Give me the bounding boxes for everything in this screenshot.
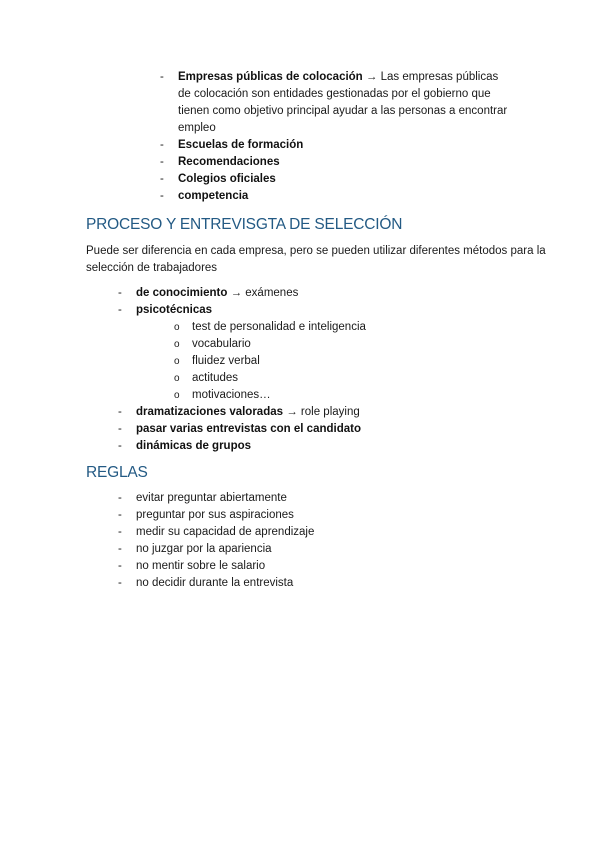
item-text: no mentir sobre le salario bbox=[136, 560, 266, 572]
sub-list-item bbox=[174, 370, 516, 387]
item-text: no decidir durante la entrevista bbox=[136, 577, 294, 589]
dash-bullet: - bbox=[160, 190, 164, 202]
circle-bullet: o bbox=[174, 339, 180, 350]
section-paragraph: Puede ser diferencia en cada empresa, pero se pueden utilizar diferentes métodos para la selección de trabajadores bbox=[86, 245, 546, 274]
item-text: evitar preguntar abiertamente bbox=[136, 492, 287, 504]
item-text: medir su capacidad de aprendizaje bbox=[136, 526, 315, 538]
dash-bullet: - bbox=[118, 543, 122, 555]
dash-bullet: - bbox=[160, 156, 164, 168]
list-item bbox=[118, 507, 516, 524]
circle-bullet: o bbox=[174, 373, 180, 384]
list-item bbox=[118, 541, 516, 558]
arrow-icon: → bbox=[365, 71, 378, 83]
item-label: Colegios oficiales bbox=[178, 173, 276, 185]
item-description: role playing bbox=[300, 406, 360, 418]
section-heading-proceso: PROCESO Y ENTREVISGTA DE SELECCIÓN bbox=[86, 216, 403, 233]
dash-bullet: - bbox=[160, 139, 164, 151]
item-label: psicotécnicas bbox=[136, 304, 213, 316]
item-label: Recomendaciones bbox=[178, 156, 280, 168]
list-item bbox=[160, 137, 508, 154]
dash-bullet: - bbox=[118, 509, 122, 521]
dash-bullet: - bbox=[160, 71, 164, 83]
list-item bbox=[118, 438, 516, 455]
item-label: de conocimiento bbox=[136, 287, 228, 299]
list-item bbox=[160, 188, 508, 205]
list-item bbox=[118, 285, 516, 302]
list-item bbox=[118, 404, 516, 421]
sub-list-item bbox=[174, 353, 516, 370]
arrow-icon: → bbox=[286, 406, 298, 418]
list-item bbox=[118, 490, 516, 507]
dash-bullet: - bbox=[118, 560, 122, 572]
section-heading-reglas: REGLAS bbox=[86, 464, 148, 481]
item-label: dramatizaciones valoradas bbox=[136, 406, 284, 418]
item-label: competencia bbox=[178, 190, 249, 202]
sub-item-text: motivaciones… bbox=[192, 389, 271, 401]
list-item bbox=[160, 154, 508, 171]
list-item bbox=[160, 171, 508, 188]
list-item bbox=[118, 575, 516, 592]
dash-bullet: - bbox=[118, 577, 122, 589]
sub-list-item bbox=[174, 387, 516, 404]
circle-bullet: o bbox=[174, 356, 180, 367]
dash-bullet: - bbox=[118, 423, 122, 435]
item-label: Escuelas de formación bbox=[178, 139, 304, 151]
list-item bbox=[118, 421, 516, 438]
item-description: Las empresas públicas de colocación son entidades gestionadas por el gobierno que tienen como objetivo principal ayudar a las personas a encontrar empleo bbox=[178, 71, 508, 134]
list-item bbox=[160, 69, 508, 137]
list-item bbox=[118, 302, 516, 404]
item-text: no juzgar por la apariencia bbox=[136, 543, 272, 555]
sub-item-text: vocabulario bbox=[192, 338, 251, 350]
item-label: pasar varias entrevistas con el candidato bbox=[136, 423, 361, 435]
methods-list bbox=[118, 285, 516, 455]
sub-item-text: fluidez verbal bbox=[192, 355, 260, 367]
sub-list-item bbox=[174, 319, 516, 336]
item-description: exámenes bbox=[245, 287, 299, 299]
item-label: Empresas públicas de colocación bbox=[178, 71, 363, 83]
dash-bullet: - bbox=[118, 440, 122, 452]
circle-bullet: o bbox=[174, 390, 180, 401]
rules-list bbox=[118, 490, 516, 592]
dash-bullet: - bbox=[118, 304, 122, 316]
list-item bbox=[118, 524, 516, 541]
list-item bbox=[118, 558, 516, 575]
sub-item-text: test de personalidad e inteligencia bbox=[192, 321, 366, 333]
sub-list-item bbox=[174, 336, 516, 353]
sub-item-text: actitudes bbox=[192, 372, 239, 384]
item-label: dinámicas de grupos bbox=[136, 440, 252, 452]
arrow-icon: → bbox=[230, 287, 243, 299]
circle-bullet: o bbox=[174, 322, 180, 333]
item-text: preguntar por sus aspiraciones bbox=[136, 509, 294, 521]
dash-bullet: - bbox=[118, 526, 122, 538]
sources-list bbox=[160, 69, 508, 205]
dash-bullet: - bbox=[118, 287, 122, 299]
dash-bullet: - bbox=[160, 173, 164, 185]
dash-bullet: - bbox=[118, 406, 122, 418]
sub-list bbox=[174, 319, 516, 404]
dash-bullet: - bbox=[118, 492, 122, 504]
